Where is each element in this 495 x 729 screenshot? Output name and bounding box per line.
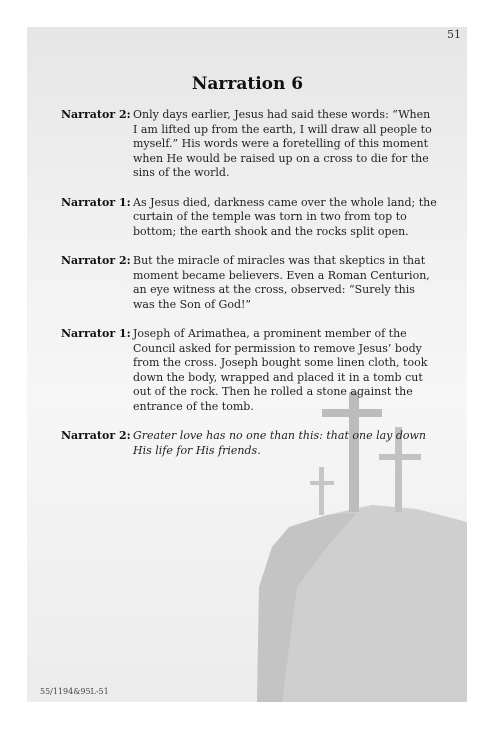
speaker-label: Narrator 1: [61, 195, 131, 209]
narration-entry [61, 429, 437, 458]
narration-text: As Jesus died, darkness came over the whole land; the curtain of the temple was torn in two from top to bottom; the earth shook and the rocks split open. [133, 195, 437, 238]
narration-text: Only days earlier, Jesus had said these words: “When I am lifted up from the earth, I will draw all people to myself.” His words were a foretelling of this moment when He would be raised up on a cross to die for the sins of the world. [133, 108, 432, 179]
speaker-label: Narrator 2: [61, 108, 131, 121]
page-number: 51 [447, 28, 461, 41]
speaker-label: Narrator 2: [61, 429, 131, 442]
narration-entry [61, 108, 437, 181]
footer-code: 55/1194&95L-51 [40, 687, 109, 696]
narration-text: But the miracle of miracles was that skeptics in that moment became believers. Even a Roman Centurion, an eye witness at the cross, observed: “Surely this was the Son of God!” [133, 254, 430, 311]
left-cross [310, 467, 334, 515]
narration-entry [61, 254, 437, 312]
speaker-label: Narrator 1: [61, 327, 131, 340]
narration-entry [61, 196, 437, 240]
narration-text: Joseph of Arimathea, a prominent member of the Council asked for permission to remove Jesus’ body from the cross. Joseph bought some linen cloth, took down the body, wrapped and placed it in a tomb cut out of the rock. Then he rolled a stone against the entrance of the tomb. [133, 327, 428, 413]
narration-entry [61, 327, 437, 414]
narration-entries [61, 108, 437, 473]
narration-text: Greater love has no one than this: that one lay down His life for His friends. [133, 429, 427, 457]
speaker-label: Narrator 2: [61, 254, 131, 267]
page-title: Narration 6 [191, 74, 304, 94]
